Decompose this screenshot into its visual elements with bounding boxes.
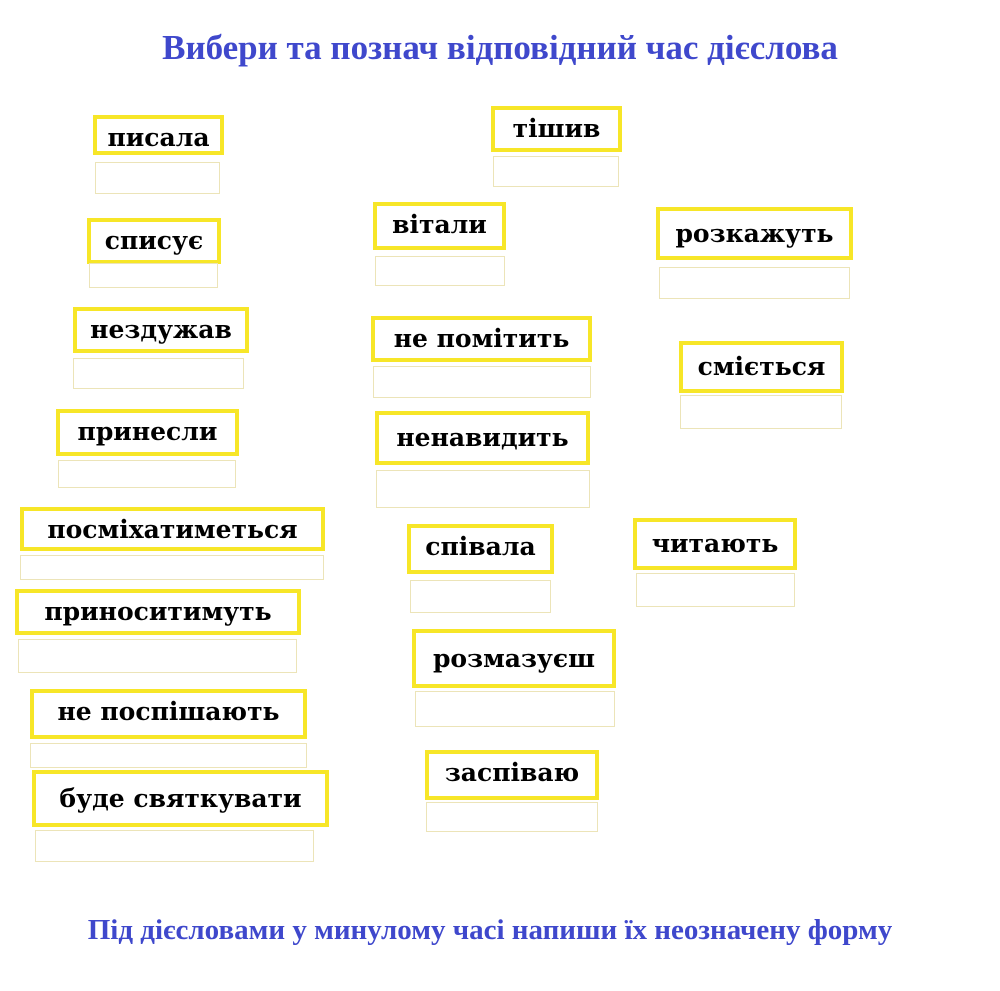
word-card[interactable]: ненавидить <box>375 411 590 465</box>
word-card[interactable]: співала <box>407 524 554 574</box>
word-card[interactable]: не поспішають <box>30 689 307 739</box>
word-card[interactable]: тішив <box>491 106 622 152</box>
answer-field[interactable] <box>659 267 850 299</box>
word-card[interactable]: сміється <box>679 341 844 393</box>
answer-field[interactable] <box>95 162 220 194</box>
answer-field[interactable] <box>89 263 218 288</box>
answer-field[interactable] <box>375 256 505 286</box>
answer-field[interactable] <box>680 395 842 429</box>
instruction-text: Під дієсловами у минулому часі напиши їх неозначену форму <box>87 914 893 946</box>
answer-field[interactable] <box>373 366 591 398</box>
word-card[interactable]: принесли <box>56 409 239 456</box>
word-card[interactable]: списує <box>87 218 221 264</box>
answer-field[interactable] <box>376 470 590 508</box>
word-card[interactable]: читають <box>633 518 797 570</box>
answer-field[interactable] <box>410 580 551 613</box>
answer-field[interactable] <box>58 460 236 488</box>
answer-field[interactable] <box>493 156 619 187</box>
answer-field[interactable] <box>415 691 615 727</box>
word-card[interactable]: розмазуєш <box>412 629 616 688</box>
word-card[interactable]: вітали <box>373 202 506 250</box>
word-card[interactable]: нездужав <box>73 307 249 353</box>
page-title: Вибери та познач відповідний час дієслова <box>162 28 838 67</box>
answer-field[interactable] <box>35 830 314 862</box>
word-card[interactable]: приноситимуть <box>15 589 301 635</box>
word-card[interactable]: буде святкувати <box>32 770 329 827</box>
answer-field[interactable] <box>20 555 324 580</box>
word-card[interactable]: розкажуть <box>656 207 853 260</box>
word-card[interactable]: не помітить <box>371 316 592 362</box>
word-card[interactable]: посміхатиметься <box>20 507 325 551</box>
answer-field[interactable] <box>636 573 795 607</box>
answer-field[interactable] <box>30 743 307 768</box>
answer-field[interactable] <box>426 802 598 832</box>
word-card[interactable]: писала <box>93 115 224 155</box>
word-card[interactable]: заспіваю <box>425 750 599 800</box>
answer-field[interactable] <box>73 358 244 389</box>
answer-field[interactable] <box>18 639 297 673</box>
